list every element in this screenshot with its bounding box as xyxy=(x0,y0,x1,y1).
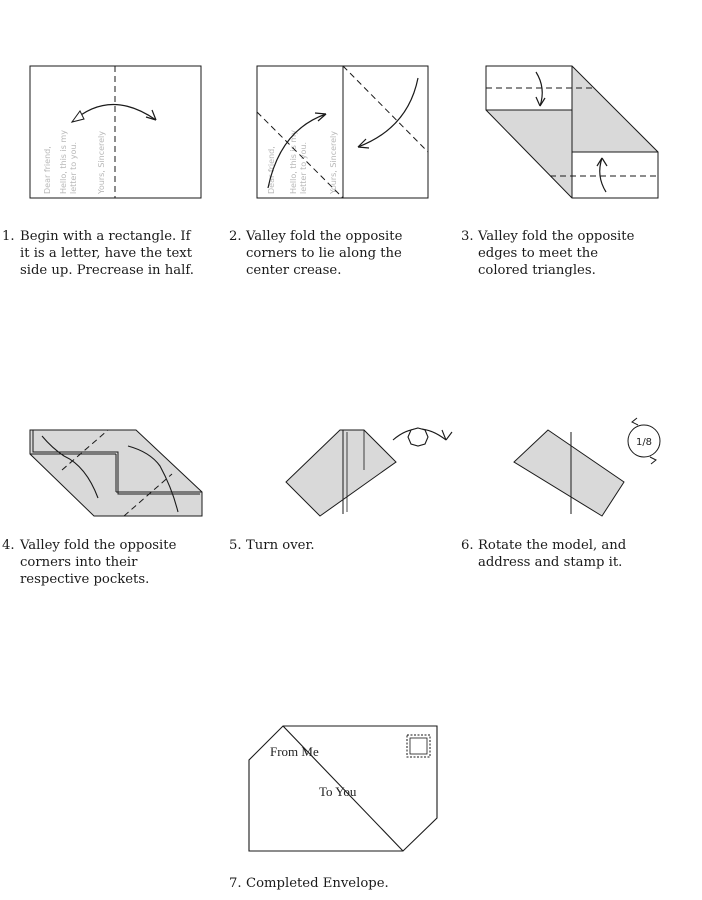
step-3-line-1: Valley fold the opposite xyxy=(478,229,635,244)
step-7-caption xyxy=(229,875,429,895)
step-4-caption xyxy=(2,537,217,591)
rotate-arrow-icon xyxy=(632,418,638,425)
step-2-diagram xyxy=(245,55,440,205)
step-3-caption xyxy=(461,228,676,282)
step-4-diagram xyxy=(20,420,215,525)
step-1-line-1: Begin with a rectangle. If xyxy=(20,229,191,244)
step-6-line-2: address and stamp it. xyxy=(478,555,623,570)
letter-line-1: Dear friend, xyxy=(267,146,276,194)
rotate-arrow-icon xyxy=(650,457,656,464)
step-4-number: 4. xyxy=(2,538,15,553)
step-2-number: 2. xyxy=(229,229,242,244)
step-5-number: 5. xyxy=(229,538,242,553)
step-7-line-1: Completed Envelope. xyxy=(246,876,389,891)
step-3-line-2: edges to meet the xyxy=(478,246,599,261)
step-1-diagram xyxy=(20,55,210,205)
step-2-line-2: corners to lie along the xyxy=(246,246,402,261)
step-4-line-3: respective pockets. xyxy=(20,572,150,587)
step-7-diagram xyxy=(240,715,450,860)
letter-line-4: Yours, Sincerely xyxy=(97,130,106,194)
step-5-line-1: Turn over. xyxy=(246,538,315,553)
folded-envelope xyxy=(286,430,396,516)
letter-line-3: letter to you. xyxy=(299,142,308,194)
step-1-line-2: it is a letter, have the text xyxy=(20,246,193,261)
rotation-label: 1/8 xyxy=(635,437,653,448)
step-4-line-1: Valley fold the opposite xyxy=(20,538,177,553)
envelope-from-text: From Me xyxy=(270,744,319,759)
letter-line-2: Hello, this is my xyxy=(289,130,298,194)
letter-line-2: Hello, this is my xyxy=(59,130,68,194)
step-6-line-1: Rotate the model, and xyxy=(478,538,627,553)
step-1-number: 1. xyxy=(2,229,15,244)
step-3-number: 3. xyxy=(461,229,474,244)
fold-arrow-down xyxy=(536,72,542,106)
letter-line-3: letter to you. xyxy=(69,142,78,194)
stamp-inner xyxy=(410,738,427,754)
step-2-line-1: Valley fold the opposite xyxy=(246,229,403,244)
arrow-head-icon xyxy=(536,97,545,106)
step-6-number: 6. xyxy=(461,538,474,553)
step-7-number: 7. xyxy=(229,876,242,891)
turn-over-icon xyxy=(408,428,428,446)
step-5-diagram xyxy=(280,420,465,525)
step-1-caption xyxy=(2,228,212,282)
envelope-diamond xyxy=(514,430,624,516)
step-2-caption xyxy=(229,228,444,282)
step-3-diagram xyxy=(475,55,670,205)
step-1-line-3: side up. Precrease in half. xyxy=(20,263,194,278)
envelope-to-text: To You xyxy=(319,784,357,799)
step-6-diagram xyxy=(505,415,675,525)
step-4-line-2: corners into their xyxy=(20,555,138,570)
step-2-line-3: center crease. xyxy=(246,263,342,278)
letter-line-1: Dear friend, xyxy=(43,146,52,194)
step-3-line-3: colored triangles. xyxy=(478,263,596,278)
step-6-caption xyxy=(461,537,676,575)
letter-line-4: Yours, Sincerely xyxy=(329,130,338,194)
step-5-caption xyxy=(229,537,379,557)
